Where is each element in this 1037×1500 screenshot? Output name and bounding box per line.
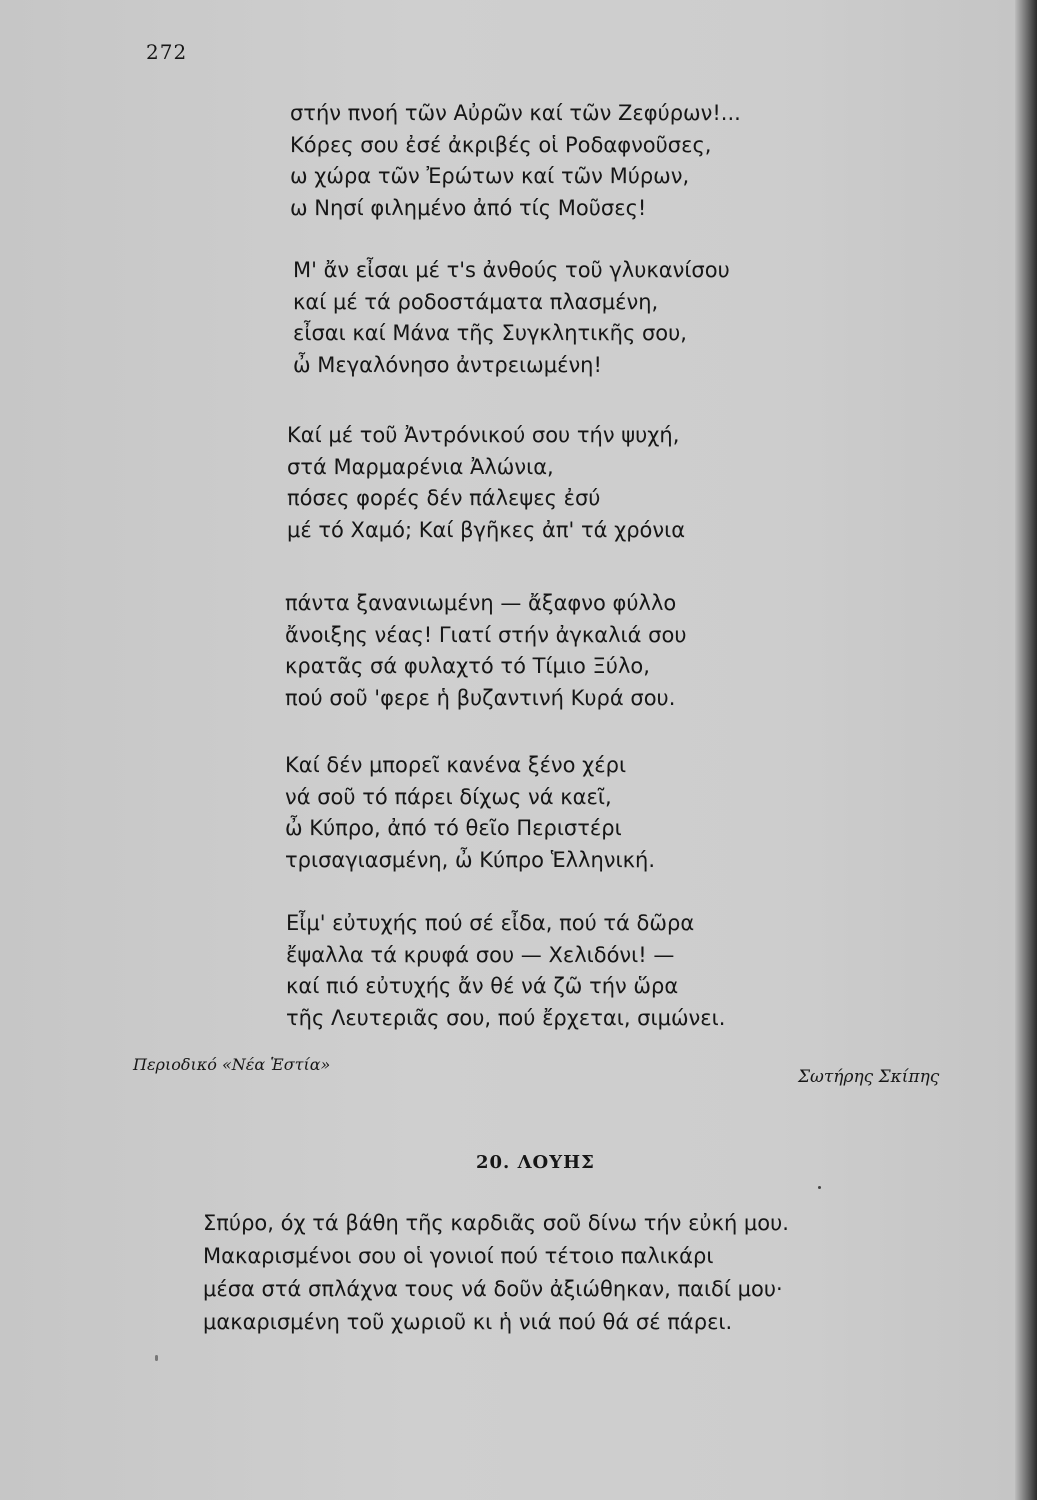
poem-line: τρισαγιασμένη, ὦ Κύπρο Ἑλληνική. xyxy=(285,847,655,872)
poem-line: ὦ Μεγαλόνησο ἀντρειωμένη! xyxy=(293,352,602,377)
stanza-6 xyxy=(286,908,725,1034)
poem-line: Μακαρισμένοι σου οἱ γονιοί πού τέτοιο παλικάρι xyxy=(203,1244,714,1268)
print-smudge xyxy=(155,1355,158,1361)
stanza-5 xyxy=(285,750,655,876)
stanza-3 xyxy=(287,420,685,546)
final-poem xyxy=(203,1207,789,1339)
poem-line: καί πιό εὐτυχής ἄν θέ νά ζῶ τήν ὥρα xyxy=(286,974,679,998)
poem-line: τῆς Λευτεριᾶς σου, πού ἔρχεται, σιμώνει. xyxy=(286,1005,726,1030)
poem-line: ἔψαλλα τά κρυφά σου — Χελιδόνι! — xyxy=(286,942,675,967)
stanza-2 xyxy=(293,255,730,381)
poem-line: Κόρες σου ἐσέ ἀκριβές οἱ Ροδαφνοῦσες, xyxy=(290,132,712,157)
poem-line: μακαρισμένη τοῦ χωριοῦ κι ἡ νιά πού θά σέ πάρει. xyxy=(203,1310,733,1334)
source-citation: Περιοδικό «Νέα Ἑστία» xyxy=(133,1055,331,1074)
poem-line: Μ' ἄν εἶσαι μέ τ's ἀνθούς τοῦ γλυκανίσου xyxy=(293,258,730,282)
poem-line: νά σοῦ τό πάρει δίχως νά καεῖ, xyxy=(285,784,612,809)
section-heading: 20. ΛΟΥΗΣ xyxy=(476,1152,595,1173)
poem-line: ω χώρα τῶν Ἐρώτων καί τῶν Μύρων, xyxy=(290,164,690,188)
poem-line: Καί δέν μπορεῖ κανένα ξένο χέρι xyxy=(285,753,627,777)
poem-line: Εἶμ' εὐτυχής πού σέ εἶδα, πού τά δῶρα xyxy=(286,911,695,935)
print-speck xyxy=(818,1186,821,1189)
poem-line: ἄνοιξης νέας! Γιατί στήν ἀγκαλιά σου xyxy=(285,622,687,647)
poem-line: πάντα ξανανιωμένη — ἄξαφνο φύλλο xyxy=(285,591,677,615)
poem-line: μέ τό Χαμό; Καί βγῆκες ἀπ' τά χρόνια xyxy=(287,517,686,542)
stanza-4 xyxy=(285,588,686,714)
page-number: 272 xyxy=(146,40,188,64)
poem-line: Καί μέ τοῦ Ἀντρόνικού σου τήν ψυχή, xyxy=(287,423,680,447)
poem-line: πού σοῦ 'φερε ἡ βυζαντινή Κυρά σου. xyxy=(285,685,676,710)
page-edge-shadow xyxy=(1015,0,1037,1500)
poem-line: μέσα στά σπλάχνα τους νά δοῦν ἀξιώθηκαν, παιδί μου· xyxy=(203,1277,783,1301)
poem-line: Σπύρο, όχ τά βάθη τῆς καρδιᾶς σοῦ δίνω τήν εὐκή μου. xyxy=(203,1211,789,1235)
poem-line: πόσες φορές δέν πάλεψες ἐσύ xyxy=(287,486,601,510)
poem-line: καί μέ τά ροδοστάματα πλασμένη, xyxy=(293,289,659,314)
poem-line: ὦ Κύπρο, ἀπό τό θεῖο Περιστέρι xyxy=(285,816,622,840)
stanza-1 xyxy=(290,98,741,224)
author-name: Σωτήρης Σκίπης xyxy=(798,1067,940,1087)
poem-line: στά Μαρμαρένια Ἀλώνια, xyxy=(287,454,554,479)
poem-line: εἶσαι καί Μάνα τῆς Συγκλητικῆς σου, xyxy=(293,321,687,345)
poem-line: ω Νησί φιλημένο ἀπό τίς Μοῦσες! xyxy=(290,195,647,220)
poem-line: στήν πνοή τῶν Αὐρῶν καί τῶν Ζεφύρων!... xyxy=(290,101,741,125)
poem-line: κρατᾶς σά φυλαχτό τό Τίμιο Ξύλο, xyxy=(285,654,650,678)
